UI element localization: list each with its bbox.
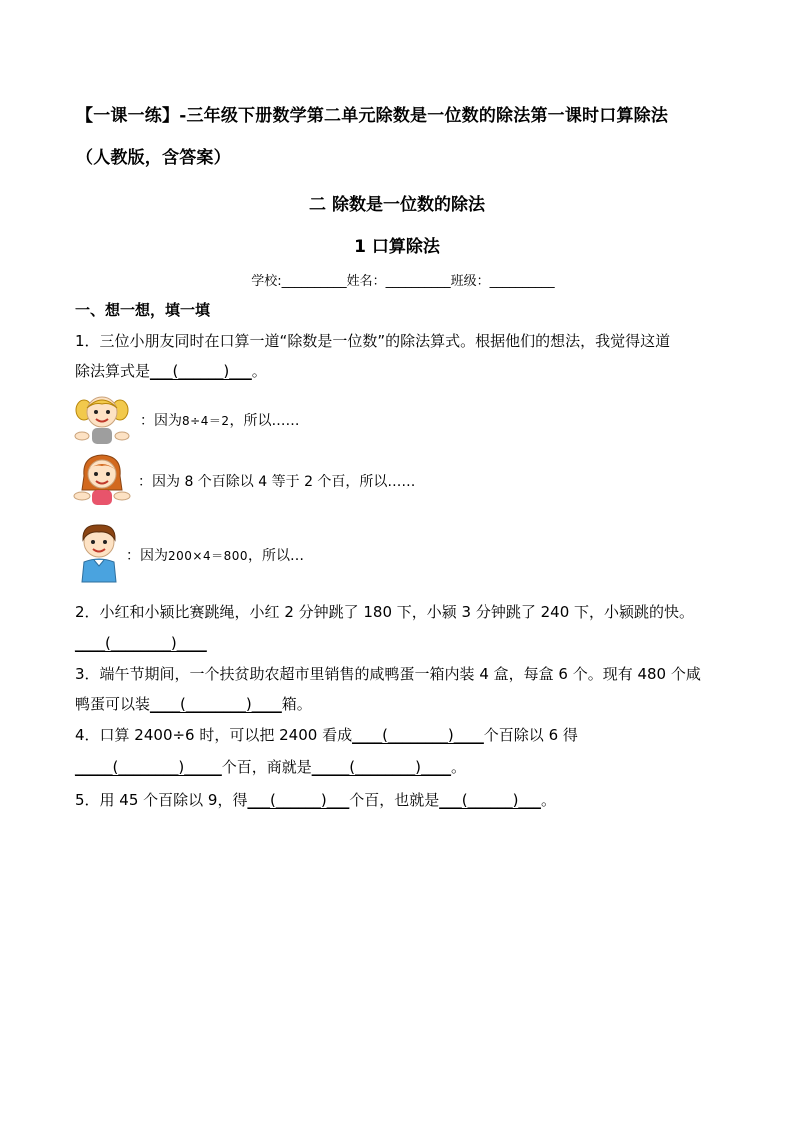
- q1-answer-blank[interactable]: ___(______)___: [150, 362, 252, 380]
- kid2-thought: ：因为 8 个百除以 4 等于 2 个百，所以……: [138, 474, 416, 490]
- q4-line1-text: 4．口算 2400÷6 时，可以把 2400 看成: [75, 726, 353, 744]
- boy-avatar-icon: [74, 522, 124, 584]
- student-info-line: 学校:__________姓名：__________班级：__________: [251, 274, 555, 289]
- q2-line2: [75, 632, 207, 654]
- q1-line1: 1．三位小朋友同时在口算一道“除数是一位数”的除法算式。根据他们的想法，我觉得这道: [75, 332, 671, 350]
- q5-line: [75, 789, 556, 811]
- kid1-thought: [140, 410, 299, 430]
- document-title-line1: 【一课一练】-三年级下册数学第二单元除数是一位数的除法第一课时口算除法: [76, 106, 669, 126]
- kid1-math: 8÷4＝2: [182, 414, 230, 428]
- kid1-prefix: ：因为: [140, 413, 182, 429]
- q3-line2-end: 箱。: [281, 695, 312, 713]
- q1-line2: [75, 360, 267, 382]
- section-heading: 一、想一想，填一填: [75, 301, 211, 319]
- q4-line1-end: 个百除以 6 得: [483, 726, 578, 744]
- q5-text2: 个百，也就是: [349, 791, 440, 809]
- q3-line2: [75, 693, 312, 715]
- q3-answer-blank[interactable]: ____(________)____: [150, 695, 282, 713]
- q3-line2-text: 鸭蛋可以装: [75, 695, 151, 713]
- q5-answer-blank-2[interactable]: ___(______)___: [439, 791, 541, 809]
- kid3-math: 200×4＝800: [168, 549, 248, 563]
- lesson-title: 1 口算除法: [354, 237, 440, 257]
- q1-line2-end: 。: [251, 362, 267, 380]
- document-title-line2: （人教版，含答案）: [76, 148, 231, 168]
- q5-text1: 5．用 45 个百除以 9，得: [75, 791, 248, 809]
- q4-line2-end: 。: [450, 758, 466, 776]
- kid3-thought: [126, 545, 304, 565]
- q5-text3: 。: [540, 791, 556, 809]
- girl-brown-hair-avatar-icon: [70, 452, 134, 508]
- q4-answer-blank-2[interactable]: _____(________)_____: [75, 758, 222, 776]
- q4-line2-mid: 个百，商就是: [221, 758, 312, 776]
- q4-line2: [75, 756, 466, 778]
- q2-line1: 2．小红和小颍比赛跳绳，小红 2 分钟跳了 180 下，小颍 3 分钟跳了 240 下，小颍跳的快。: [75, 603, 695, 621]
- q3-line1: 3．端午节期间，一个扶贫助农超市里销售的咸鸭蛋一箱内装 4 盒，每盒 6 个。现有 480 个咸: [75, 665, 701, 683]
- kid3-prefix: ：因为: [126, 548, 168, 564]
- q4-line1: [75, 724, 578, 746]
- q4-answer-blank-3[interactable]: _____(________)____: [311, 758, 451, 776]
- q4-answer-blank-1[interactable]: ____(________)____: [352, 726, 484, 744]
- q1-line2-text: 除法算式是: [75, 362, 151, 380]
- kid3-suffix: ，所以…: [248, 548, 304, 564]
- unit-title: 二 除数是一位数的除法: [309, 195, 485, 215]
- girl-pigtails-avatar-icon: [72, 392, 132, 448]
- q5-answer-blank-1[interactable]: ___(______)___: [247, 791, 350, 809]
- kid1-suffix: ，所以……: [229, 413, 300, 429]
- q2-answer-blank[interactable]: ____(________)____: [75, 634, 207, 652]
